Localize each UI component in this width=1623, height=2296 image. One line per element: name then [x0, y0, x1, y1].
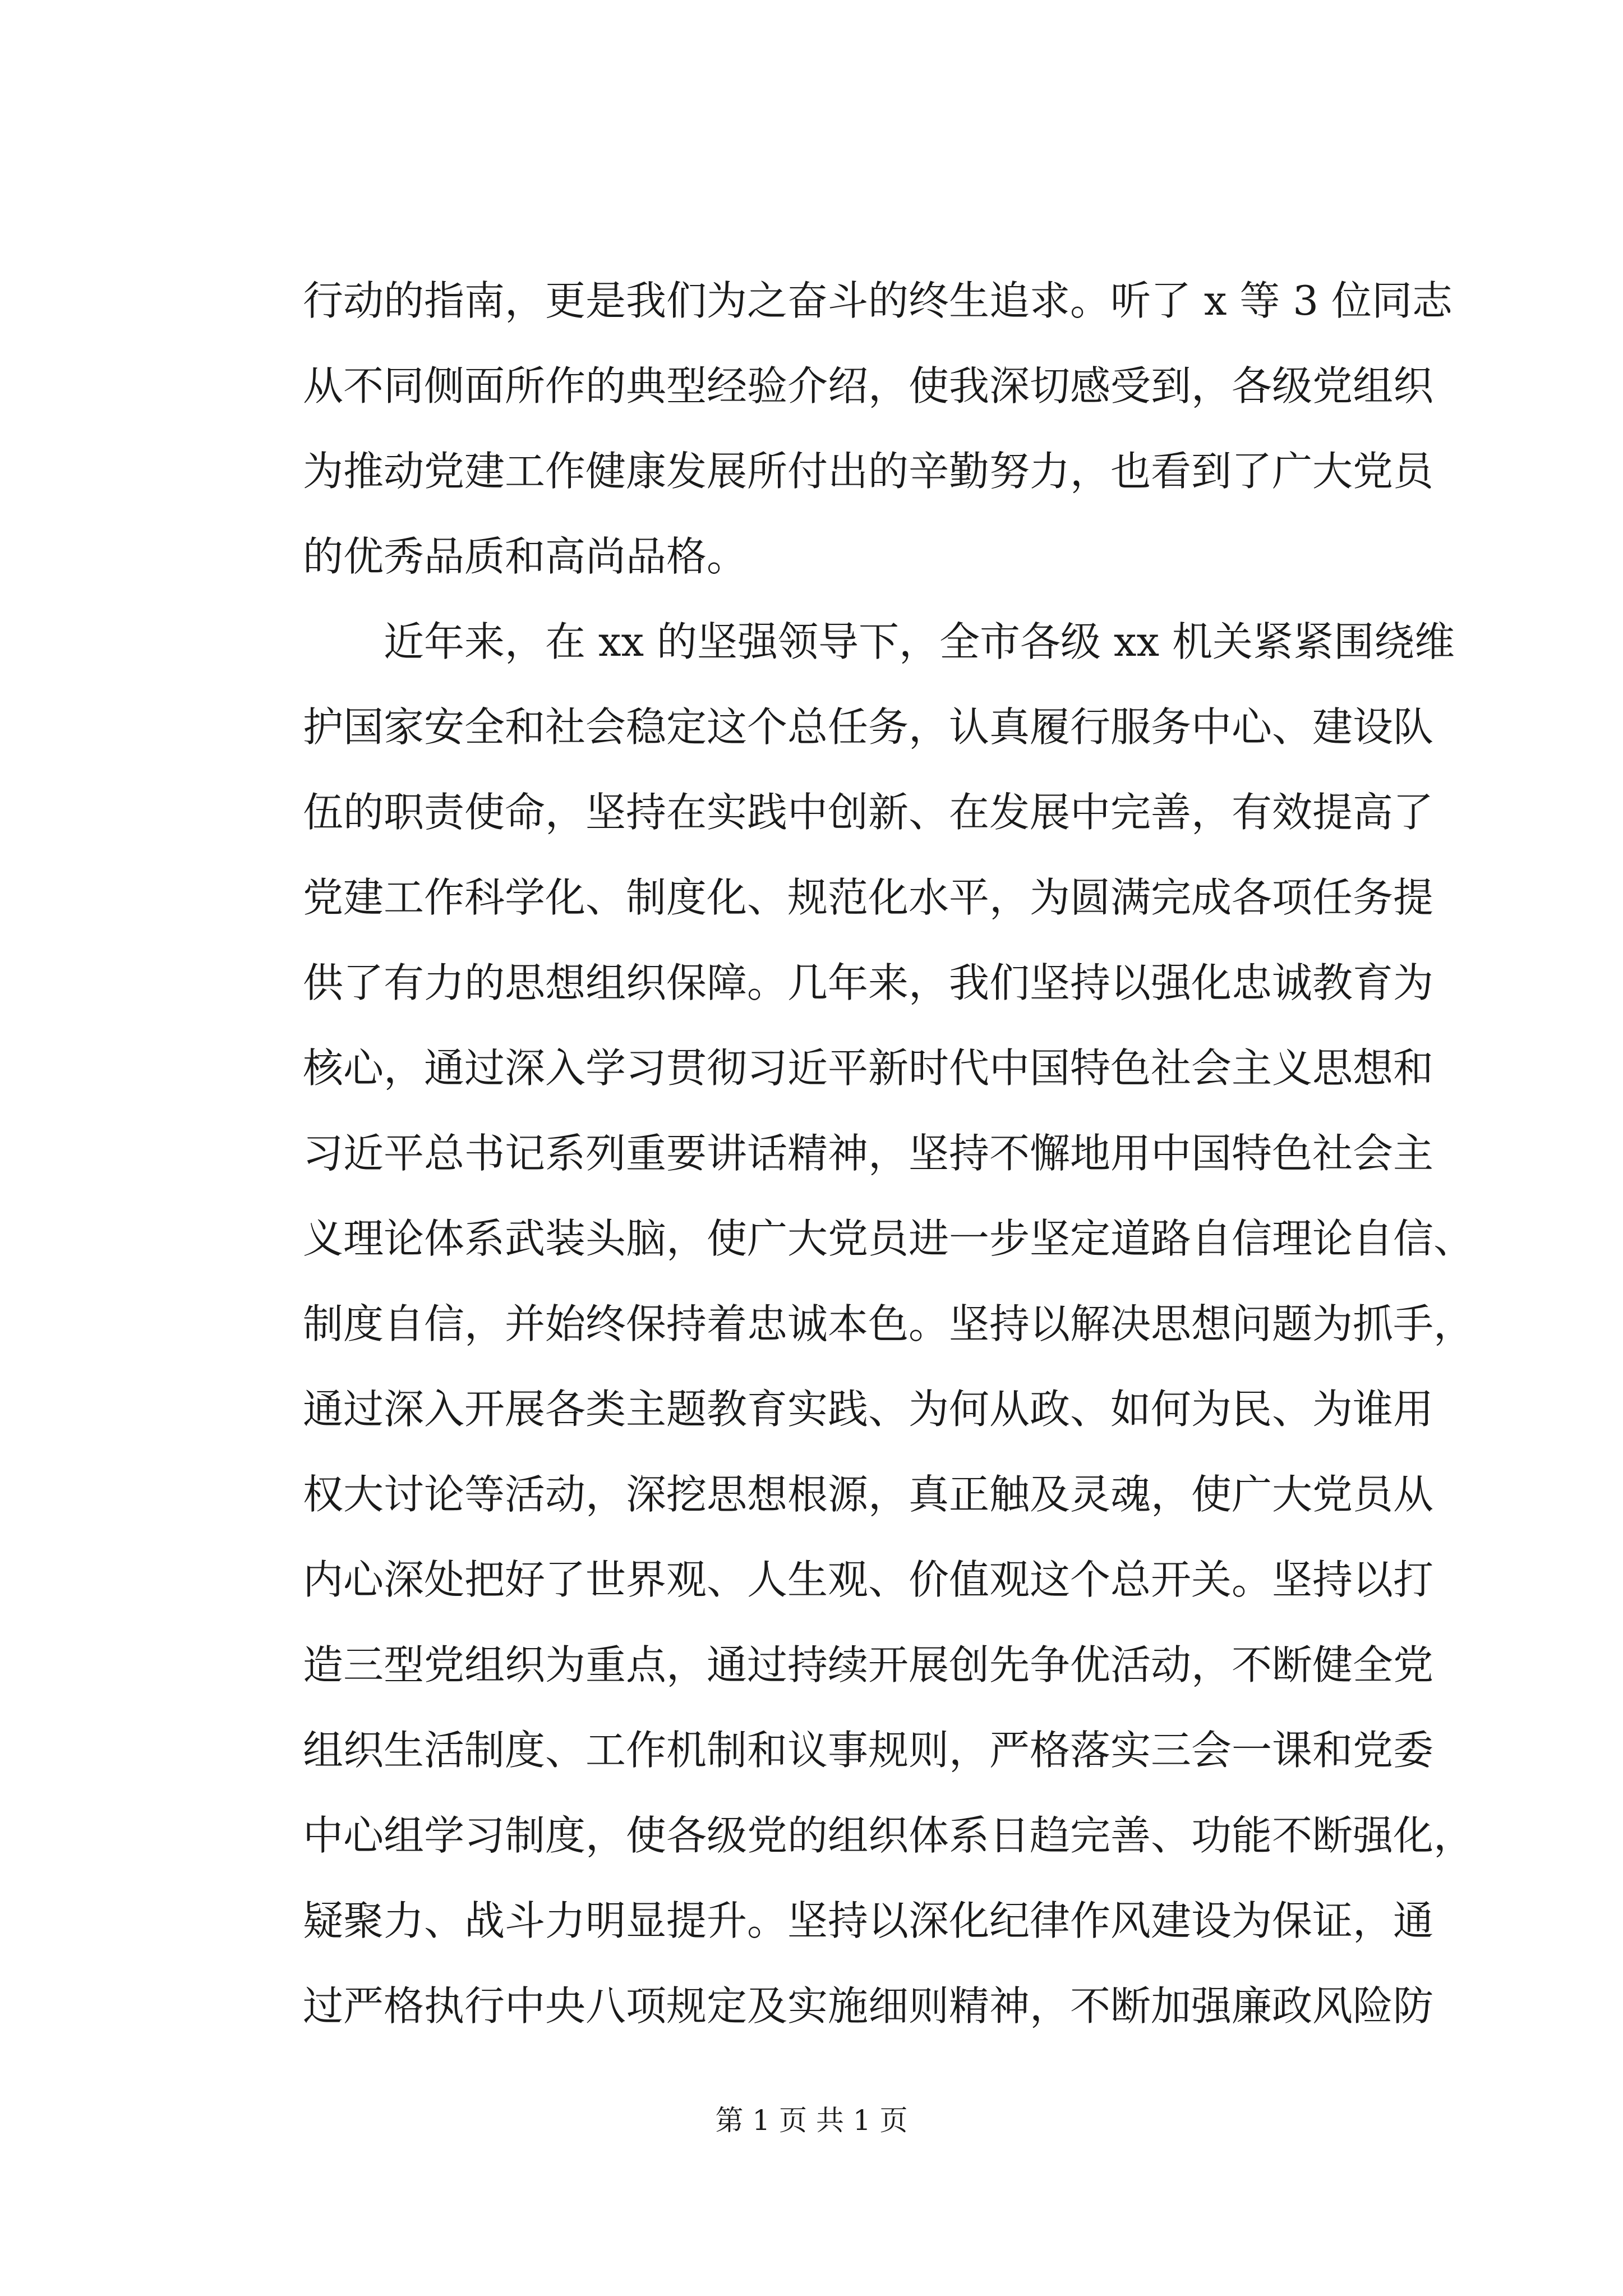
text-line: 权大讨论等活动，深挖思想根源，真正触及灵魂，使广大党员从 — [303, 1471, 1434, 1518]
text-line: 疑聚力、战斗力明显提升。坚持以深化纪律作风建设为保证，通 — [303, 1897, 1434, 1944]
text-line: 的优秀品质和高尚品格。 — [303, 533, 748, 580]
text-line: 核心，通过深入学习贯彻习近平新时代中国特色社会主义思想和 — [303, 1045, 1434, 1092]
text-line: 伍的职责使命，坚持在实践中创新、在发展中完善，有效提高了 — [303, 789, 1434, 836]
text-line: 近年来，在 xx 的坚强领导下，全市各级 xx 机关紧紧围绕维 — [303, 618, 1455, 665]
text-line: 内心深处把好了世界观、人生观、价值观这个总开关。坚持以打 — [303, 1556, 1434, 1603]
document-body — [303, 258, 1474, 2049]
text-line: 护国家安全和社会稳定这个总任务，认真履行服务中心、建设队 — [303, 703, 1434, 751]
text-line: 造三型党组织为重点，通过持续开展创先争优活动，不断健全党 — [303, 1641, 1434, 1688]
text-line: 过严格执行中央八项规定及实施细则精神，不断加强廉政风险防 — [303, 1982, 1434, 2030]
page-footer — [0, 2101, 1623, 2140]
text-line: 组织生活制度、工作机制和议事规则，严格落实三会一课和党委 — [303, 1727, 1434, 1774]
text-line: 制度自信，并始终保持着忠诚本色。坚持以解决思想问题为抓手， — [303, 1300, 1474, 1347]
text-line: 习近平总书记系列重要讲话精神，坚持不懈地用中国特色社会主 — [303, 1130, 1434, 1177]
text-line: 通过深入开展各类主题教育实践、为何从政、如何为民、为谁用 — [303, 1386, 1434, 1433]
text-line: 党建工作科学化、制度化、规范化水平，为圆满完成各项任务提 — [303, 874, 1434, 921]
text-line: 义理论体系武装头脑，使广大党员进一步坚定道路自信理论自信、 — [303, 1215, 1474, 1262]
page-number: 第 1 页 共 1 页 — [715, 2104, 908, 2137]
text-line: 行动的指南，更是我们为之奋斗的终生追求。听了 x 等 3 位同志 — [303, 277, 1453, 324]
text-line: 中心组学习制度，使各级党的组织体系日趋完善、功能不断强化， — [303, 1812, 1474, 1859]
text-line: 从不同侧面所作的典型经验介绍，使我深切感受到，各级党组织 — [303, 362, 1434, 409]
text-line: 为推动党建工作健康发展所付出的辛勤努力，也看到了广大党员 — [303, 448, 1434, 495]
text-line: 供了有力的思想组织保障。几年来，我们坚持以强化忠诚教育为 — [303, 959, 1434, 1006]
